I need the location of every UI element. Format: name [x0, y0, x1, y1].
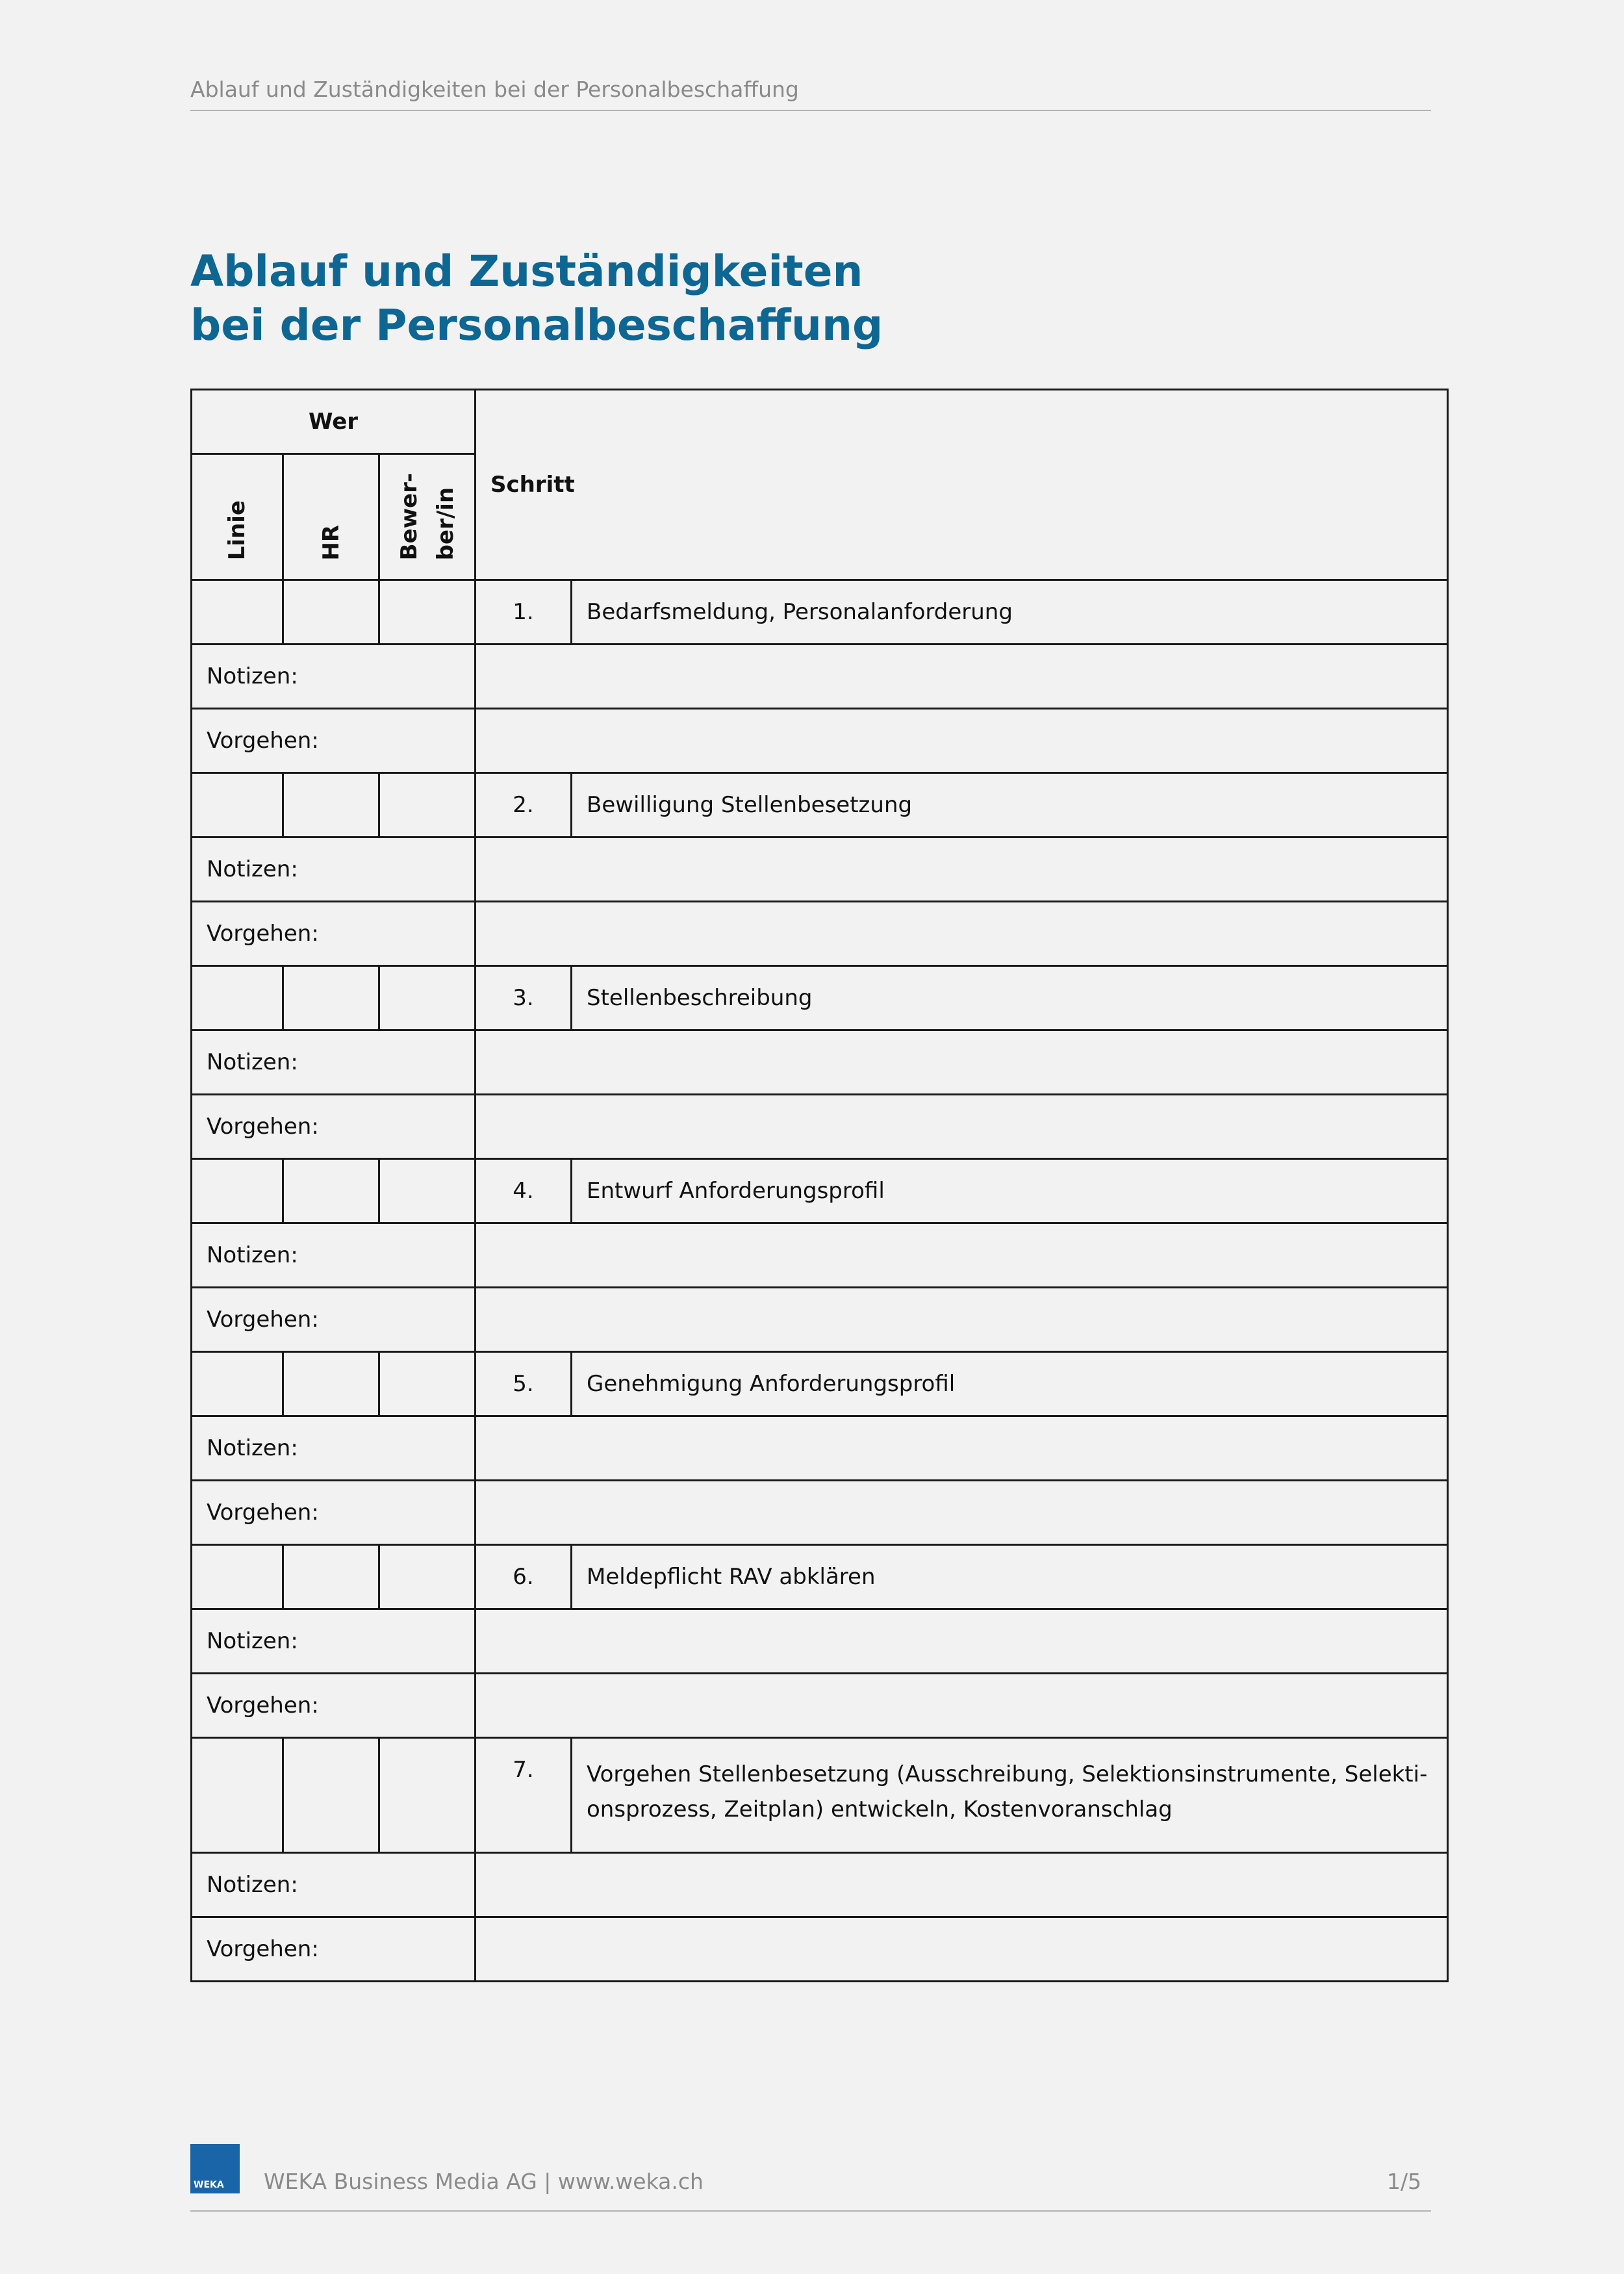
header-bewerber: Bewer- ber/in — [379, 454, 476, 580]
header-schritt: Schritt — [476, 390, 1448, 580]
procedure-field[interactable] — [476, 1288, 1448, 1352]
procedure-label: Vorgehen: — [192, 902, 476, 966]
page-title-line-1: Ablauf und Zuständigkeiten — [190, 246, 863, 296]
linie-check-cell[interactable] — [192, 1352, 283, 1416]
step-number: 1. — [476, 580, 572, 645]
procedure-label: Vorgehen: — [192, 1288, 476, 1352]
header-wer: Wer — [192, 390, 476, 454]
step-row — [192, 773, 1448, 837]
notes-field[interactable] — [476, 1853, 1448, 1917]
step-text: Entwurf Anforderungsprofil — [572, 1159, 1448, 1223]
header-hr: HR — [283, 454, 379, 580]
running-header: Ablauf und Zuständigkeiten bei der Personalbeschaffung — [190, 77, 1431, 111]
procedure-label: Vorgehen: — [192, 1917, 476, 1982]
procedure-label: Vorgehen: — [192, 1674, 476, 1738]
procedure-field[interactable] — [476, 1674, 1448, 1738]
step-row — [192, 966, 1448, 1030]
bewerber-check-cell[interactable] — [379, 580, 476, 645]
procedure-field[interactable] — [476, 1095, 1448, 1159]
notes-field[interactable] — [476, 645, 1448, 709]
notes-label: Notizen: — [192, 837, 476, 902]
step-row — [192, 1545, 1448, 1609]
procedure-field[interactable] — [476, 902, 1448, 966]
notes-field[interactable] — [476, 1609, 1448, 1674]
page-number: 1/5 — [1387, 2169, 1422, 2194]
step-row — [192, 1352, 1448, 1416]
notes-label: Notizen: — [192, 1416, 476, 1481]
procedure-label: Vorgehen: — [192, 1481, 476, 1545]
procedure-field[interactable] — [476, 709, 1448, 773]
step-number: 2. — [476, 773, 572, 837]
hr-check-cell[interactable] — [283, 580, 379, 645]
step-row — [192, 1738, 1448, 1853]
notes-field[interactable] — [476, 837, 1448, 902]
step-number: 4. — [476, 1159, 572, 1223]
notes-field[interactable] — [476, 1416, 1448, 1481]
step-text: Stellenbeschreibung — [572, 966, 1448, 1030]
step-row — [192, 1159, 1448, 1223]
step-text: Genehmigung Anforderungsprofil — [572, 1352, 1448, 1416]
footer-divider — [190, 2210, 1431, 2212]
notes-label: Notizen: — [192, 1609, 476, 1674]
hr-check-cell[interactable] — [283, 1738, 379, 1853]
page-title-line-2: bei der Personalbeschaffung — [190, 300, 883, 350]
notes-field[interactable] — [476, 1030, 1448, 1095]
procedure-table — [190, 389, 1449, 1982]
linie-check-cell[interactable] — [192, 1545, 283, 1609]
notes-label: Notizen: — [192, 645, 476, 709]
hr-check-cell[interactable] — [283, 966, 379, 1030]
step-text: Bedarfsmeldung, Personalanforderung — [572, 580, 1448, 645]
linie-check-cell[interactable] — [192, 773, 283, 837]
linie-check-cell[interactable] — [192, 1159, 283, 1223]
step-text: Vorgehen Stellenbesetzung (Ausschreibung, Selektionsinstrumente, Selekti- onsprozess, Zeitplan) entwickeln, Kostenvoranschlag — [572, 1738, 1448, 1853]
weka-logo: WEKA — [190, 2144, 240, 2193]
step-text: Bewilligung Stellenbesetzung — [572, 773, 1448, 837]
notes-label: Notizen: — [192, 1030, 476, 1095]
linie-check-cell[interactable] — [192, 966, 283, 1030]
page-title — [190, 244, 883, 352]
bewerber-check-cell[interactable] — [379, 1352, 476, 1416]
bewerber-check-cell[interactable] — [379, 1545, 476, 1609]
hr-check-cell[interactable] — [283, 1159, 379, 1223]
notes-label: Notizen: — [192, 1853, 476, 1917]
step-number: 5. — [476, 1352, 572, 1416]
notes-label: Notizen: — [192, 1223, 476, 1288]
step-text: Meldepflicht RAV abklären — [572, 1545, 1448, 1609]
hr-check-cell[interactable] — [283, 773, 379, 837]
header-linie: Linie — [192, 454, 283, 580]
step-number: 7. — [476, 1738, 572, 1853]
hr-check-cell[interactable] — [283, 1545, 379, 1609]
linie-check-cell[interactable] — [192, 1738, 283, 1853]
bewerber-check-cell[interactable] — [379, 966, 476, 1030]
procedure-field[interactable] — [476, 1917, 1448, 1982]
bewerber-check-cell[interactable] — [379, 1738, 476, 1853]
bewerber-check-cell[interactable] — [379, 1159, 476, 1223]
procedure-field[interactable] — [476, 1481, 1448, 1545]
bewerber-check-cell[interactable] — [379, 773, 476, 837]
notes-field[interactable] — [476, 1223, 1448, 1288]
footer-publisher: WEKA Business Media AG | www.weka.ch — [264, 2169, 704, 2194]
procedure-label: Vorgehen: — [192, 709, 476, 773]
step-row — [192, 580, 1448, 645]
linie-check-cell[interactable] — [192, 580, 283, 645]
step-number: 3. — [476, 966, 572, 1030]
procedure-label: Vorgehen: — [192, 1095, 476, 1159]
hr-check-cell[interactable] — [283, 1352, 379, 1416]
step-number: 6. — [476, 1545, 572, 1609]
